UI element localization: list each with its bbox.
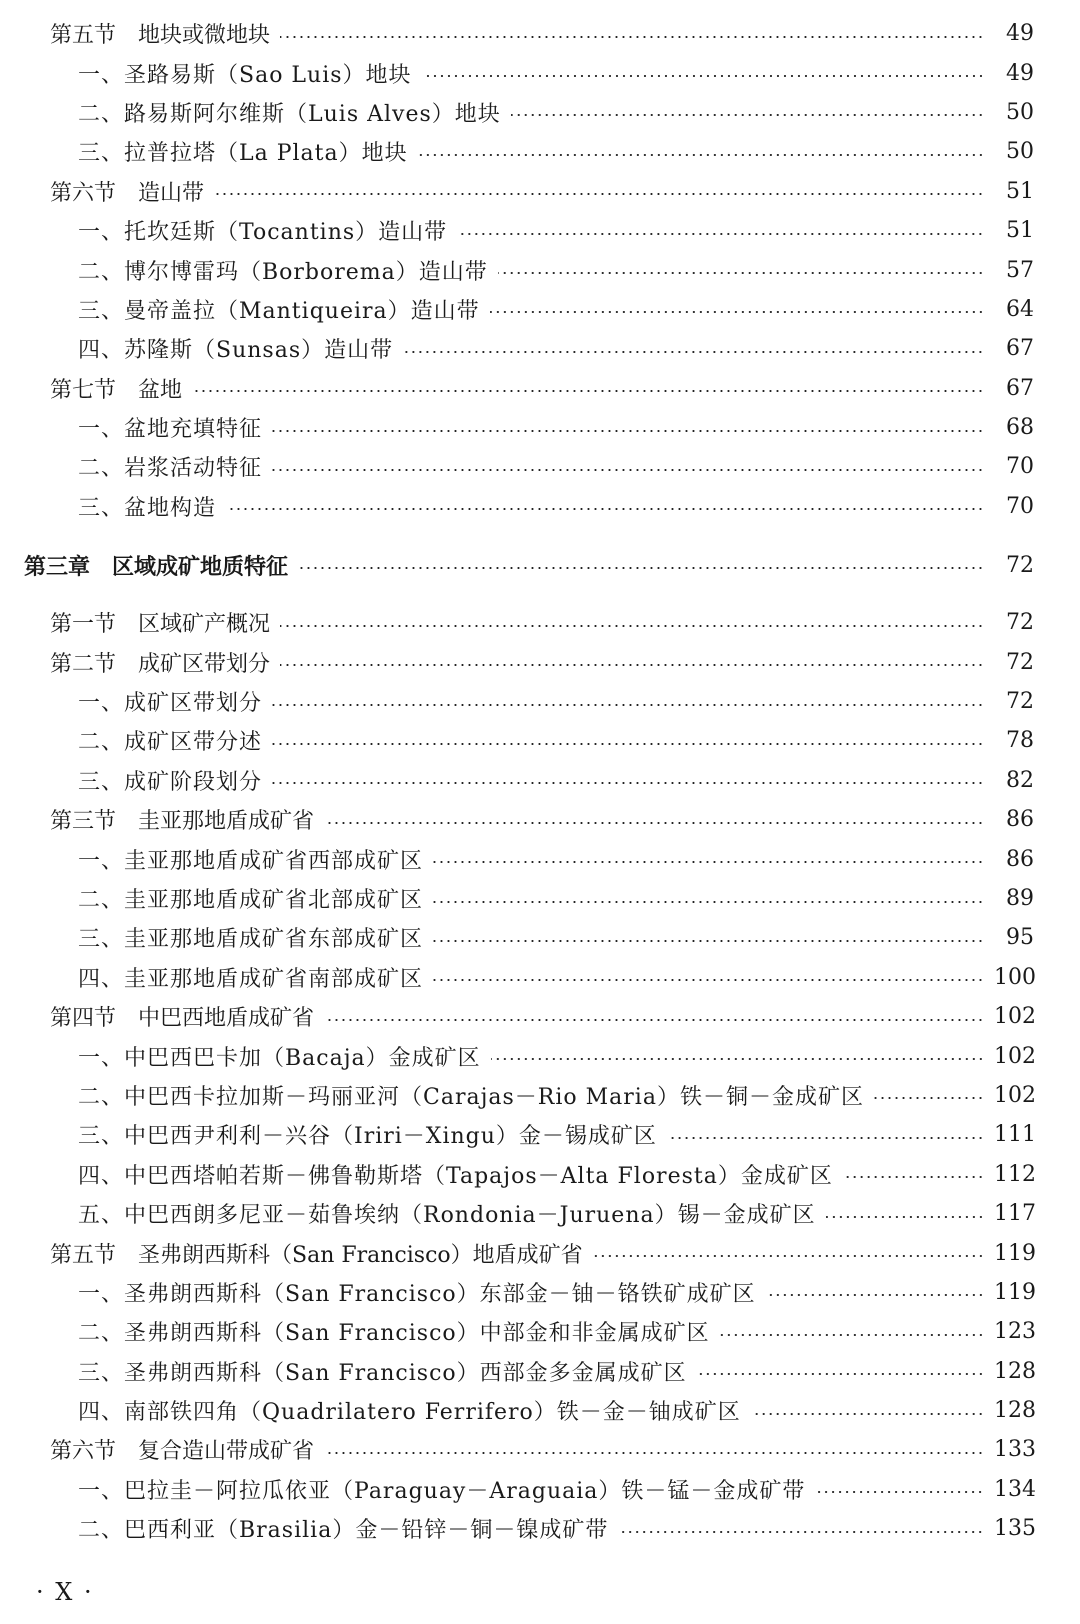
dot-leader	[766, 1294, 984, 1296]
toc-entry-label: 第五节 地块或微地块	[50, 23, 271, 49]
toc-entry-page-number: 82	[1006, 767, 1034, 793]
toc-entry-page-number: 70	[1006, 493, 1034, 519]
toc-entry-label: 四、圭亚那地盾成矿省南部成矿区	[78, 966, 424, 992]
toc-entry-label: 一、圣弗朗西斯科（San Francisco）东部金－铀－铬铁矿成矿区	[78, 1281, 756, 1307]
toc-entry-page-number: 72	[1006, 689, 1034, 715]
toc-entry-label: 四、中巴西塔帕若斯－佛鲁勒斯塔（Tapajos－Alta Floresta）金成矿区	[78, 1163, 833, 1189]
toc-entry-page-number: 117	[994, 1201, 1036, 1227]
toc-entry-page-number: 119	[994, 1240, 1036, 1266]
toc-entry-label: 第三章 区域成矿地质特征	[24, 554, 289, 580]
toc-entry-page-number: 86	[1006, 807, 1034, 833]
toc-item-entry	[0, 1312, 1080, 1351]
dot-leader	[226, 508, 984, 510]
dot-leader	[298, 567, 984, 569]
dot-leader	[751, 1413, 984, 1415]
dot-leader	[433, 901, 984, 903]
toc-entry-label: 三、圭亚那地盾成矿省东部成矿区	[78, 927, 424, 953]
toc-entry-label: 第三节 圭亚那地盾成矿省	[50, 809, 315, 835]
dot-leader	[280, 625, 984, 627]
toc-entry-page-number: 111	[994, 1122, 1036, 1148]
dot-leader	[272, 469, 984, 471]
toc-entry-label: 一、圣路易斯（Sao Luis）地块	[78, 62, 412, 88]
toc-item-entry	[0, 1076, 1080, 1115]
toc-entry-label: 第六节 造山带	[50, 180, 205, 206]
dot-leader	[272, 430, 984, 432]
page-number-footer: · X ·	[36, 1578, 94, 1606]
toc-item-entry	[0, 53, 1080, 92]
toc-entry-label: 二、博尔博雷玛（Borborema）造山带	[78, 259, 488, 285]
toc-item-entry	[0, 721, 1080, 760]
dot-leader	[433, 979, 984, 981]
dot-leader	[490, 311, 984, 313]
toc-item-entry	[0, 250, 1080, 289]
toc-section-entry	[0, 369, 1080, 408]
toc-item-entry	[0, 958, 1080, 997]
toc-entry-page-number: 51	[1006, 218, 1034, 244]
toc-item-entry	[0, 1509, 1080, 1548]
toc-entry-page-number: 89	[1006, 886, 1034, 911]
toc-entry-page-number: 112	[994, 1161, 1036, 1187]
table-of-contents	[0, 14, 1080, 1548]
toc-item-entry	[0, 329, 1080, 368]
toc-item-entry	[0, 761, 1080, 800]
toc-entry-page-number: 72	[1006, 552, 1034, 578]
toc-item-entry	[0, 487, 1080, 526]
toc-entry-label: 二、岩浆活动特征	[78, 456, 263, 482]
dot-leader	[272, 704, 984, 706]
toc-item-entry	[0, 132, 1080, 171]
toc-section-entry	[0, 997, 1080, 1036]
toc-entry-label: 一、巴拉圭－阿拉瓜依亚（Paraguay－Araguaia）铁－锰－金成矿带	[78, 1478, 806, 1504]
toc-entry-page-number: 119	[994, 1279, 1036, 1305]
dot-leader	[843, 1176, 984, 1178]
toc-entry-label: 三、拉普拉塔（La Plata）地块	[78, 141, 408, 167]
dot-leader	[826, 1216, 984, 1218]
toc-entry-page-number: 123	[994, 1319, 1036, 1345]
toc-entry-page-number: 64	[1006, 296, 1034, 322]
toc-entry-label: 第四节 中巴西地盾成矿省	[50, 1006, 315, 1032]
toc-entry-page-number: 102	[994, 1043, 1036, 1069]
toc-entry-label: 五、中巴西朗多尼亚－茹鲁埃纳（Rondonia－Juruena）锡－金成矿区	[78, 1203, 816, 1229]
toc-section-entry	[0, 800, 1080, 839]
dot-leader	[280, 36, 984, 38]
dot-leader	[593, 1255, 984, 1257]
toc-entry-label: 第二节 成矿区带划分	[50, 651, 271, 677]
toc-item-entry	[0, 1036, 1080, 1075]
toc-entry-label: 二、中巴西卡拉加斯－玛丽亚河（Carajas－Rio Maria）铁－铜－金成矿区	[78, 1084, 864, 1110]
toc-entry-page-number: 68	[1006, 415, 1034, 441]
toc-entry-page-number: 102	[994, 1004, 1036, 1030]
dot-leader	[697, 1373, 984, 1375]
toc-entry-label: 二、巴西利亚（Brasilia）金－铅锌－铜－镍成矿带	[78, 1518, 609, 1544]
toc-entry-page-number: 128	[994, 1358, 1036, 1384]
toc-item-entry	[0, 1155, 1080, 1194]
toc-section-entry	[0, 1233, 1080, 1272]
dot-leader	[214, 193, 984, 195]
toc-section-entry	[0, 1430, 1080, 1469]
toc-entry-label: 二、圭亚那地盾成矿省北部成矿区	[78, 888, 424, 913]
toc-item-entry	[0, 447, 1080, 486]
toc-entry-label: 三、曼帝盖拉（Mantiqueira）造山带	[78, 298, 480, 324]
toc-entry-page-number: 57	[1006, 257, 1034, 283]
toc-entry-page-number: 70	[1006, 454, 1034, 480]
toc-entry-page-number: 133	[994, 1437, 1036, 1463]
dot-leader	[720, 1334, 984, 1336]
dot-leader	[324, 822, 984, 824]
toc-entry-page-number: 128	[994, 1398, 1036, 1424]
dot-leader	[511, 114, 984, 116]
toc-entry-page-number: 50	[1006, 99, 1034, 125]
toc-entry-label: 一、圭亚那地盾成矿省西部成矿区	[78, 848, 424, 874]
toc-item-entry	[0, 211, 1080, 250]
dot-leader	[403, 351, 984, 353]
toc-item-entry	[0, 1115, 1080, 1154]
toc-entry-label: 三、成矿阶段划分	[78, 769, 263, 795]
toc-item-entry	[0, 1273, 1080, 1312]
dot-leader	[324, 1019, 984, 1021]
toc-entry-label: 第六节 复合造山带成矿省	[50, 1439, 315, 1465]
dot-leader	[422, 75, 984, 77]
toc-item-entry	[0, 1194, 1080, 1233]
toc-entry-label: 一、托坎廷斯（Tocantins）造山带	[78, 220, 448, 246]
toc-section-entry	[0, 603, 1080, 642]
toc-entry-label: 一、盆地充填特征	[78, 417, 263, 443]
toc-item-entry	[0, 1391, 1080, 1430]
toc-entry-page-number: 135	[994, 1516, 1036, 1542]
toc-entry-page-number: 95	[1006, 925, 1034, 951]
toc-entry-page-number: 72	[1006, 649, 1034, 675]
dot-leader	[272, 743, 984, 745]
toc-item-entry	[0, 879, 1080, 918]
dot-leader	[272, 782, 984, 784]
dot-leader	[618, 1531, 984, 1533]
dot-leader	[324, 1452, 984, 1454]
toc-section-entry	[0, 642, 1080, 681]
toc-entry-page-number: 50	[1006, 139, 1034, 165]
dot-leader	[457, 233, 984, 235]
toc-entry-label: 三、圣弗朗西斯科（San Francisco）西部金多金属成矿区	[78, 1360, 687, 1386]
toc-section-entry	[0, 14, 1080, 53]
toc-entry-label: 第一节 区域矿产概况	[50, 612, 271, 638]
dot-leader	[418, 154, 984, 156]
toc-item-entry	[0, 918, 1080, 957]
toc-entry-label: 二、成矿区带分述	[78, 730, 263, 756]
dot-leader	[280, 664, 984, 666]
dot-leader	[192, 390, 984, 392]
toc-item-entry	[0, 408, 1080, 447]
toc-entry-page-number: 100	[994, 964, 1036, 990]
toc-entry-page-number: 67	[1006, 375, 1034, 401]
toc-entry-label: 二、圣弗朗西斯科（San Francisco）中部金和非金属成矿区	[78, 1321, 710, 1347]
toc-entry-label: 四、南部铁四角（Quadrilatero Ferrifero）铁－金－铀成矿区	[78, 1400, 741, 1426]
dot-leader	[491, 1058, 984, 1060]
toc-item-entry	[0, 839, 1080, 878]
toc-entry-label: 二、路易斯阿尔维斯（Luis Alves）地块	[78, 101, 501, 127]
toc-section-entry	[0, 172, 1080, 211]
toc-entry-page-number: 49	[1006, 21, 1034, 47]
toc-item-entry	[0, 1470, 1080, 1509]
dot-leader	[433, 940, 984, 942]
toc-entry-label: 三、盆地构造	[78, 495, 217, 521]
toc-item-entry	[0, 290, 1080, 329]
toc-item-entry	[0, 93, 1080, 132]
toc-entry-label: 第五节 圣弗朗西斯科（San Francisco）地盾成矿省	[50, 1242, 583, 1268]
dot-leader	[667, 1137, 984, 1139]
toc-entry-page-number: 86	[1006, 846, 1034, 872]
toc-entry-page-number: 49	[1006, 60, 1034, 86]
toc-entry-label: 一、成矿区带划分	[78, 691, 263, 717]
toc-entry-label: 三、中巴西尹利利－兴谷（Iriri－Xingu）金－锡成矿区	[78, 1124, 657, 1150]
toc-entry-page-number: 67	[1006, 336, 1034, 362]
dot-leader	[433, 861, 984, 863]
toc-entry-page-number: 102	[994, 1082, 1036, 1108]
dot-leader	[815, 1491, 984, 1493]
toc-entry-page-number: 134	[994, 1476, 1036, 1502]
toc-entry-label: 第七节 盆地	[50, 377, 183, 403]
dot-leader	[874, 1097, 984, 1099]
dot-leader	[498, 272, 984, 274]
toc-entry-page-number: 51	[1006, 178, 1034, 204]
toc-chapter-entry	[0, 544, 1080, 586]
toc-entry-page-number: 78	[1006, 728, 1034, 754]
toc-item-entry	[0, 1352, 1080, 1391]
toc-entry-label: 四、苏隆斯（Sunsas）造山带	[78, 338, 394, 364]
toc-entry-label: 一、中巴西巴卡加（Bacaja）金成矿区	[78, 1045, 481, 1071]
toc-item-entry	[0, 682, 1080, 721]
toc-entry-page-number: 72	[1006, 610, 1034, 636]
